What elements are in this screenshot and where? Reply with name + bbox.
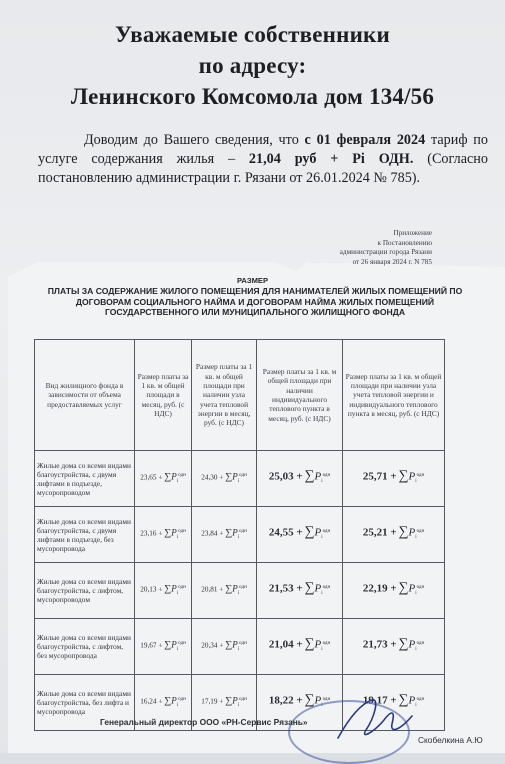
odn-symbol: P bbox=[408, 694, 416, 707]
odn-subscript: i bbox=[415, 534, 417, 540]
odn-subscript: i bbox=[176, 646, 179, 652]
rate-value: 21,53 + bbox=[268, 582, 303, 595]
odn-symbol: P bbox=[408, 638, 416, 651]
odn-symbol: P bbox=[314, 638, 322, 651]
rate-value: 24,30 + bbox=[201, 473, 224, 482]
odn-subscript: i bbox=[237, 534, 240, 540]
odn-superscript: одн bbox=[239, 584, 247, 590]
housing-type-cell: Жилые дома со всеми видами благоустройства, с лифтом, без мусоропровода bbox=[35, 619, 135, 675]
housing-type-cell: Жилые дома со всеми видами благоустройства, с лифтом, мусоропроводом bbox=[35, 563, 135, 619]
header-heat-meter-rate: Размер платы за 1 кв. м общей площади при наличии узла учета тепловой энергии в месяц, руб. (с НДС) bbox=[192, 340, 257, 451]
rate-cell bbox=[135, 507, 192, 563]
notice-heading-line-1: Уважаемые собственники bbox=[115, 22, 390, 47]
intro-tariff: 21,04 руб + Pi ОДН. bbox=[248, 151, 414, 167]
intro-date: с 01 февраля 2024 bbox=[304, 132, 426, 148]
sum-symbol: ∑ bbox=[225, 695, 233, 707]
housing-type-cell: Жилые дома со всеми видами благоустройства, с двумя лифтами в подъезде, без мусоропровода bbox=[35, 507, 135, 563]
rate-value: 19,17 + bbox=[362, 694, 397, 707]
appendix-line-1: Приложение bbox=[393, 229, 432, 237]
sum-symbol: ∑ bbox=[398, 468, 409, 484]
table-row bbox=[35, 619, 445, 675]
odn-symbol: P bbox=[232, 527, 238, 538]
sum-symbol: ∑ bbox=[164, 471, 172, 483]
odn-superscript: одн bbox=[239, 528, 247, 534]
table-row bbox=[35, 563, 445, 619]
notice-intro-paragraph bbox=[38, 131, 488, 188]
rate-cell bbox=[343, 619, 445, 675]
appendix-line-3: администрации города Рязани bbox=[339, 248, 432, 256]
odn-symbol: P bbox=[171, 527, 177, 538]
odn-superscript: одн bbox=[416, 472, 425, 478]
rate-value: 20,81 + bbox=[201, 585, 224, 594]
odn-subscript: i bbox=[176, 478, 179, 484]
table-header-row bbox=[35, 340, 445, 451]
sum-symbol: ∑ bbox=[304, 580, 315, 596]
odn-subscript: i bbox=[415, 590, 417, 596]
odn-subscript: i bbox=[415, 478, 417, 484]
rate-value: 23,65 + bbox=[140, 473, 163, 482]
odn-symbol: P bbox=[171, 639, 177, 650]
rate-value: 17,19 + bbox=[201, 697, 224, 706]
header-base-rate: Размер платы за 1 кв. м общей площади в месяц, руб. (с НДС) bbox=[135, 340, 192, 451]
odn-superscript: одн bbox=[178, 696, 186, 702]
odn-subscript: i bbox=[321, 534, 323, 540]
odn-superscript: одн bbox=[178, 640, 186, 646]
housing-type-cell: Жилые дома со всеми видами благоустройства, с двумя лифтами в подъезде, мусоропроводом bbox=[35, 451, 135, 507]
odn-superscript: одн bbox=[239, 640, 247, 646]
rate-value: 23,16 + bbox=[140, 529, 163, 538]
odn-symbol: P bbox=[408, 582, 416, 595]
odn-subscript: i bbox=[321, 590, 323, 596]
appendix-line-4: от 26 января 2024 г. N 785 bbox=[352, 257, 432, 266]
rate-cell bbox=[343, 507, 445, 563]
odn-subscript: i bbox=[321, 702, 323, 708]
appendix-line-2: к Постановлению bbox=[377, 238, 432, 247]
odn-symbol: P bbox=[232, 583, 238, 594]
rate-value: 18,22 + bbox=[268, 694, 303, 707]
odn-superscript: одн bbox=[416, 584, 425, 590]
odn-symbol: P bbox=[314, 470, 322, 483]
director-title: Генеральный директор ООО «РН-Сервис Рязань» bbox=[100, 717, 308, 727]
sum-symbol: ∑ bbox=[304, 524, 315, 540]
rate-cell bbox=[343, 451, 445, 507]
rate-cell bbox=[135, 619, 192, 675]
table-row bbox=[35, 507, 445, 563]
odn-subscript: i bbox=[321, 478, 323, 484]
odn-symbol: P bbox=[171, 583, 177, 594]
rate-cell bbox=[192, 619, 257, 675]
odn-symbol: P bbox=[314, 526, 322, 539]
odn-subscript: i bbox=[237, 478, 240, 484]
intro-text-3: (Согласно постановлению администрации г. Рязани от 26.01.2024 № 785). bbox=[38, 151, 488, 186]
notice-heading-line-3: Ленинского Комсомола дом 134/56 bbox=[70, 84, 435, 109]
sum-symbol: ∑ bbox=[304, 692, 315, 708]
rate-cell bbox=[192, 507, 257, 563]
sum-symbol: ∑ bbox=[398, 524, 409, 540]
sum-symbol: ∑ bbox=[164, 527, 172, 539]
rate-value: 21,73 + bbox=[362, 638, 397, 651]
appendix-reference bbox=[272, 229, 432, 267]
odn-symbol: P bbox=[408, 470, 416, 483]
rate-value: 24,55 + bbox=[268, 526, 303, 539]
rate-cell bbox=[135, 451, 192, 507]
sum-symbol: ∑ bbox=[304, 636, 315, 652]
rate-cell bbox=[135, 563, 192, 619]
header-heat-point-rate: Размер платы за 1 кв. м общей площади при наличии индивидуального теплового пункта в месяц, руб. (с НДС) bbox=[257, 340, 343, 451]
odn-superscript: одн bbox=[322, 584, 331, 590]
header-meter-and-point-rate: Размер платы за 1 кв. м общей площади при наличии узла учета тепловой энергии и индивидуального теплового пункта в месяц, руб. (с НДС) bbox=[343, 340, 445, 451]
odn-symbol: P bbox=[314, 582, 322, 595]
odn-superscript: одн bbox=[178, 528, 186, 534]
rate-value: 22,19 + bbox=[362, 582, 397, 595]
rate-value: 25,71 + bbox=[362, 470, 397, 483]
notice-heading-line-2: по адресу: bbox=[198, 53, 307, 78]
odn-superscript: одн bbox=[239, 472, 247, 478]
sum-symbol: ∑ bbox=[225, 583, 233, 595]
rate-cell bbox=[257, 619, 343, 675]
odn-superscript: одн bbox=[178, 584, 186, 590]
odn-subscript: i bbox=[415, 702, 417, 708]
sum-symbol: ∑ bbox=[398, 692, 409, 708]
odn-superscript: одн bbox=[322, 696, 331, 702]
odn-symbol: P bbox=[232, 639, 238, 650]
rate-value: 19,67 + bbox=[140, 641, 163, 650]
rate-value: 16,24 + bbox=[140, 697, 163, 706]
odn-subscript: i bbox=[415, 646, 417, 652]
rate-cell bbox=[192, 451, 257, 507]
sum-symbol: ∑ bbox=[225, 639, 233, 651]
sum-symbol: ∑ bbox=[164, 583, 172, 595]
handwritten-signature bbox=[330, 690, 420, 750]
odn-superscript: одн bbox=[322, 528, 331, 534]
header-housing-type: Вид жилищного фонда в зависимости от объема предоставляемых услуг bbox=[35, 340, 135, 451]
sum-symbol: ∑ bbox=[398, 636, 409, 652]
odn-superscript: одн bbox=[416, 696, 425, 702]
sum-symbol: ∑ bbox=[225, 471, 233, 483]
odn-symbol: P bbox=[408, 526, 416, 539]
odn-subscript: i bbox=[176, 534, 179, 540]
odn-symbol: P bbox=[171, 471, 177, 482]
odn-symbol: P bbox=[232, 471, 238, 482]
odn-superscript: одн bbox=[239, 696, 247, 702]
odn-superscript: одн bbox=[416, 528, 425, 534]
rate-value: 25,21 + bbox=[362, 526, 397, 539]
rate-cell bbox=[257, 451, 343, 507]
rate-value: 21,04 + bbox=[268, 638, 303, 651]
odn-subscript: i bbox=[237, 702, 240, 708]
intro-text-2: тариф по услуге содержания жилья – bbox=[38, 132, 488, 167]
size-title: РАЗМЕР bbox=[236, 276, 269, 285]
rate-cell bbox=[343, 563, 445, 619]
odn-superscript: одн bbox=[416, 640, 425, 646]
sum-symbol: ∑ bbox=[225, 527, 233, 539]
odn-subscript: i bbox=[176, 590, 179, 596]
odn-subscript: i bbox=[321, 646, 323, 652]
intro-text-1: Доводим до Вашего сведения, что bbox=[84, 132, 305, 148]
odn-superscript: одн bbox=[322, 472, 331, 478]
odn-symbol: P bbox=[232, 695, 238, 706]
table-row bbox=[35, 451, 445, 507]
rate-value: 20,34 + bbox=[201, 641, 224, 650]
odn-superscript: одн bbox=[178, 472, 186, 478]
rate-cell bbox=[257, 563, 343, 619]
rate-value: 25,03 + bbox=[268, 470, 303, 483]
odn-symbol: P bbox=[314, 694, 322, 707]
sum-symbol: ∑ bbox=[398, 580, 409, 596]
odn-superscript: одн bbox=[322, 640, 331, 646]
odn-symbol: P bbox=[171, 695, 177, 706]
rate-value: 23,84 + bbox=[201, 529, 224, 538]
rate-cell bbox=[192, 563, 257, 619]
odn-subscript: i bbox=[237, 646, 240, 652]
rate-value: 20,13 + bbox=[140, 585, 163, 594]
rate-cell bbox=[257, 507, 343, 563]
signer-name: Скобелкина А.Ю bbox=[418, 735, 483, 745]
odn-subscript: i bbox=[237, 590, 240, 596]
tariff-table bbox=[34, 339, 445, 731]
sum-symbol: ∑ bbox=[304, 468, 315, 484]
odn-subscript: i bbox=[176, 702, 179, 708]
fee-title: ПЛАТЫ ЗА СОДЕРЖАНИЕ ЖИЛОГО ПОМЕЩЕНИЯ ДЛЯ НАНИМАТЕЛЕЙ ЖИЛЫХ ПОМЕЩЕНИЙ ПО ДОГОВОРАМ СОЦИАЛЬНОГО НАЙМА И ДОГОВОРАМ НАЙМА ЖИЛЫХ ПОМЕЩЕНИЙ ГОСУДАРСТВЕННОГО ИЛИ МУНИЦИПАЛЬНОГО ЖИЛИЩНОГО ФОНДА bbox=[47, 286, 463, 317]
sum-symbol: ∑ bbox=[164, 639, 172, 651]
sum-symbol: ∑ bbox=[164, 695, 172, 707]
housing-type-cell: Жилые дома со всеми видами благоустройства, без лифта и мусоропровода bbox=[35, 675, 135, 731]
